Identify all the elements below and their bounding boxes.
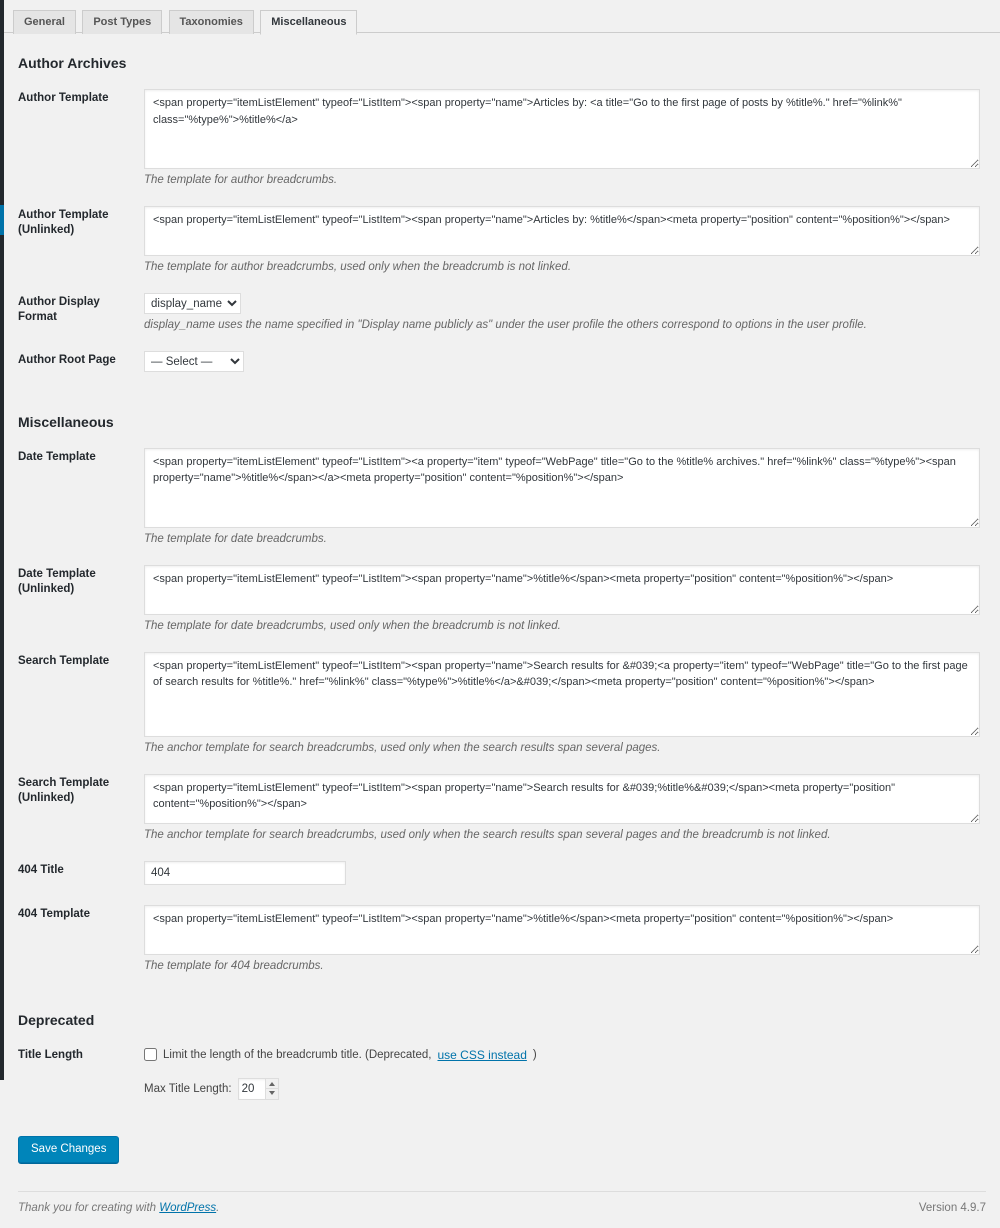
stepper-down-icon[interactable] [266,1089,278,1099]
description-date-template: The template for date breadcrumbs. [144,532,327,545]
label-search-template: Search Template [18,654,110,667]
description-author-display-format: display_name uses the name specified in "Display name publicly as" under the user profile the others correspond to options in the user profile. [144,319,867,331]
author-archives-form-table [18,83,986,388]
max-title-length-label: Max Title Length: [144,1082,232,1095]
title-length-checkbox[interactable] [144,1048,157,1061]
label-search-template-unlinked: Search Template (Unlinked) [18,776,110,804]
search-template-textarea[interactable] [144,652,980,737]
label-date-template-unlinked: Date Template (Unlinked) [18,567,96,595]
tab-miscellaneous[interactable]: Miscellaneous [260,10,357,35]
404-title-input[interactable] [144,861,346,885]
field-row-author-template [18,83,986,200]
title-length-checkbox-label: Limit the length of the breadcrumb title. (Deprecated, [163,1048,432,1061]
section-heading-deprecated: Deprecated [18,1011,95,1028]
title-length-checkbox-row [144,1048,986,1062]
admin-sidebar-active-marker [0,205,4,235]
save-changes-button[interactable]: Save Changes [18,1136,119,1163]
description-search-template-unlinked: The anchor template for search breadcrumbs, used only when the search results span several pages and the breadcrumb is not linked. [144,828,831,841]
date-template-unlinked-textarea[interactable] [144,565,980,615]
tab-post-types[interactable]: Post Types [82,10,162,34]
label-title-length: Title Length [18,1048,83,1061]
404-template-textarea[interactable] [144,905,980,955]
label-author-template: Author Template [18,92,109,104]
author-root-page-select[interactable] [144,351,244,372]
author-template-unlinked-textarea[interactable] [144,206,980,256]
author-display-format-select[interactable] [144,293,241,314]
description-search-template: The anchor template for search breadcrumbs, used only when the search results span several pages. [144,741,661,754]
use-css-instead-link[interactable]: use CSS instead [437,1047,527,1062]
max-title-length-stepper[interactable] [238,1078,279,1100]
search-template-unlinked-textarea[interactable] [144,774,980,824]
field-row-title-length [18,1040,986,1114]
miscellaneous-form-table [18,442,986,986]
section-heading-author-archives: Author Archives [18,55,127,71]
description-author-template: The template for author breadcrumbs. [144,174,338,186]
settings-tab-bar [4,0,1000,33]
description-author-template-unlinked: The template for author breadcrumbs, used only when the breadcrumb is not linked. [144,261,572,273]
label-author-template-unlinked: Author Template (Unlinked) [18,209,109,236]
field-row-author-display-format [18,287,986,345]
label-404-title: 404 Title [18,863,64,876]
tab-taxonomies[interactable]: Taxonomies [169,10,254,34]
stepper-up-icon[interactable] [266,1079,278,1090]
field-row-date-template [18,442,986,559]
description-date-template-unlinked: The template for date breadcrumbs, used only when the breadcrumb is not linked. [144,619,561,632]
wordpress-link[interactable]: WordPress [159,1201,217,1214]
field-row-search-template-unlinked [18,768,986,855]
label-author-display-format: Author Display Format [18,296,100,323]
max-title-length-row [144,1078,986,1100]
label-404-template: 404 Template [18,907,91,920]
label-author-root-page: Author Root Page [18,354,116,366]
settings-content [4,55,1000,1173]
field-row-date-template-unlinked [18,559,986,646]
field-row-author-template-unlinked [18,200,986,287]
field-row-404-template [18,899,986,986]
submit-area [18,1114,986,1173]
field-row-404-title [18,855,986,899]
max-title-length-input[interactable] [239,1079,265,1099]
admin-sidebar-rail [0,0,4,1080]
field-row-author-root-page [18,345,986,388]
settings-page [4,0,1000,1228]
author-template-textarea[interactable] [144,89,980,169]
stepper-buttons[interactable] [265,1079,278,1099]
footer-credit-prefix: Thank you for creating with [18,1201,160,1214]
footer-credit [18,1202,219,1214]
footer-credit-suffix: . [216,1201,220,1214]
description-404-template: The template for 404 breadcrumbs. [144,959,324,972]
label-date-template: Date Template [18,450,96,463]
admin-footer [18,1191,986,1228]
tab-general[interactable]: General [13,10,76,34]
date-template-textarea[interactable] [144,448,980,528]
footer-version: Version 4.9.7 [918,1201,986,1214]
deprecated-form-table [18,1040,986,1114]
field-row-search-template [18,646,986,768]
title-length-checkbox-label-end: ) [532,1048,537,1061]
section-heading-miscellaneous: Miscellaneous [18,413,114,430]
